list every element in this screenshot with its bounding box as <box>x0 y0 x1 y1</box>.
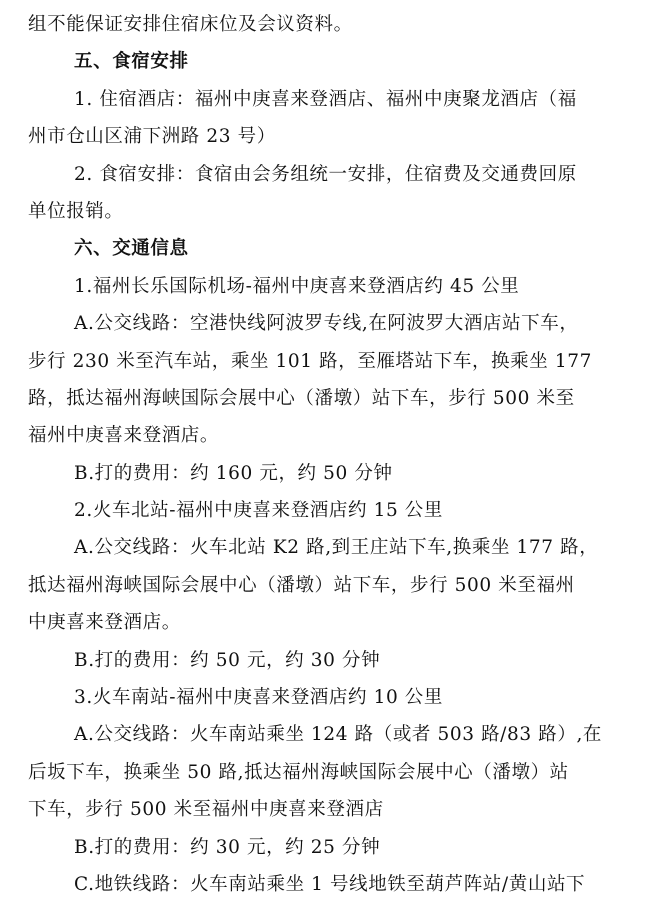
paragraph-line: 后坂下车，换乘坐 50 路,抵达福州海峡国际会展中心（潘墩）站 <box>28 761 569 783</box>
paragraph-line: 2. 食宿安排：食宿由会务组统一安排，住宿费及交通费回原 <box>74 163 577 185</box>
section-heading-accommodation: 五、食宿安排 <box>74 51 189 73</box>
paragraph-line: B.打的费用：约 50 元，约 30 分钟 <box>74 649 381 671</box>
paragraph-line: 抵达福州海峡国际会展中心（潘墩）站下车，步行 500 米至福州 <box>28 574 575 596</box>
paragraph-line: 单位报销。 <box>28 200 124 222</box>
paragraph-line: 2.火车北站-福州中庚喜来登酒店约 15 公里 <box>74 500 444 522</box>
paragraph-line: 路，抵达福州海峡国际会展中心（潘墩）站下车，步行 500 米至 <box>28 387 575 409</box>
paragraph-line: 福州中庚喜来登酒店。 <box>28 425 220 447</box>
paragraph-line: B.打的费用：约 160 元，约 50 分钟 <box>74 462 393 484</box>
paragraph-line: 1.福州长乐国际机场-福州中庚喜来登酒店约 45 公里 <box>74 275 520 297</box>
section-heading-transport: 六、交通信息 <box>74 238 189 260</box>
paragraph-line: 1. 住宿酒店：福州中庚喜来登酒店、福州中庚聚龙酒店（福 <box>74 88 577 110</box>
paragraph-line: A.公交线路：火车南站乘坐 124 路（或者 503 路/83 路）,在 <box>74 724 603 746</box>
paragraph-line: 组不能保证安排住宿床位及会议资料。 <box>28 14 353 35</box>
document-page <box>28 6 640 903</box>
paragraph-line: 步行 230 米至汽车站，乘坐 101 路，至雁塔站下车，换乘坐 177 <box>28 350 592 372</box>
paragraph-line: B.打的费用：约 30 元，约 25 分钟 <box>74 836 381 858</box>
paragraph-line: A.公交线路：火车北站 K2 路,到王庄站下车,换乘坐 177 路， <box>74 537 599 559</box>
paragraph-line: 3.火车南站-福州中庚喜来登酒店约 10 公里 <box>74 687 444 709</box>
paragraph-line: 州市仓山区浦下洲路 23 号） <box>28 126 276 148</box>
paragraph-line: 中庚喜来登酒店。 <box>28 612 181 634</box>
paragraph-line: A.公交线路：空港快线阿波罗专线,在阿波罗大酒店站下车， <box>74 313 579 335</box>
paragraph-line: 下车，步行 500 米至福州中庚喜来登酒店 <box>28 799 384 821</box>
paragraph-line: C.地铁线路：火车南站乘坐 1 号线地铁至葫芦阵站/黄山站下 <box>74 873 586 895</box>
